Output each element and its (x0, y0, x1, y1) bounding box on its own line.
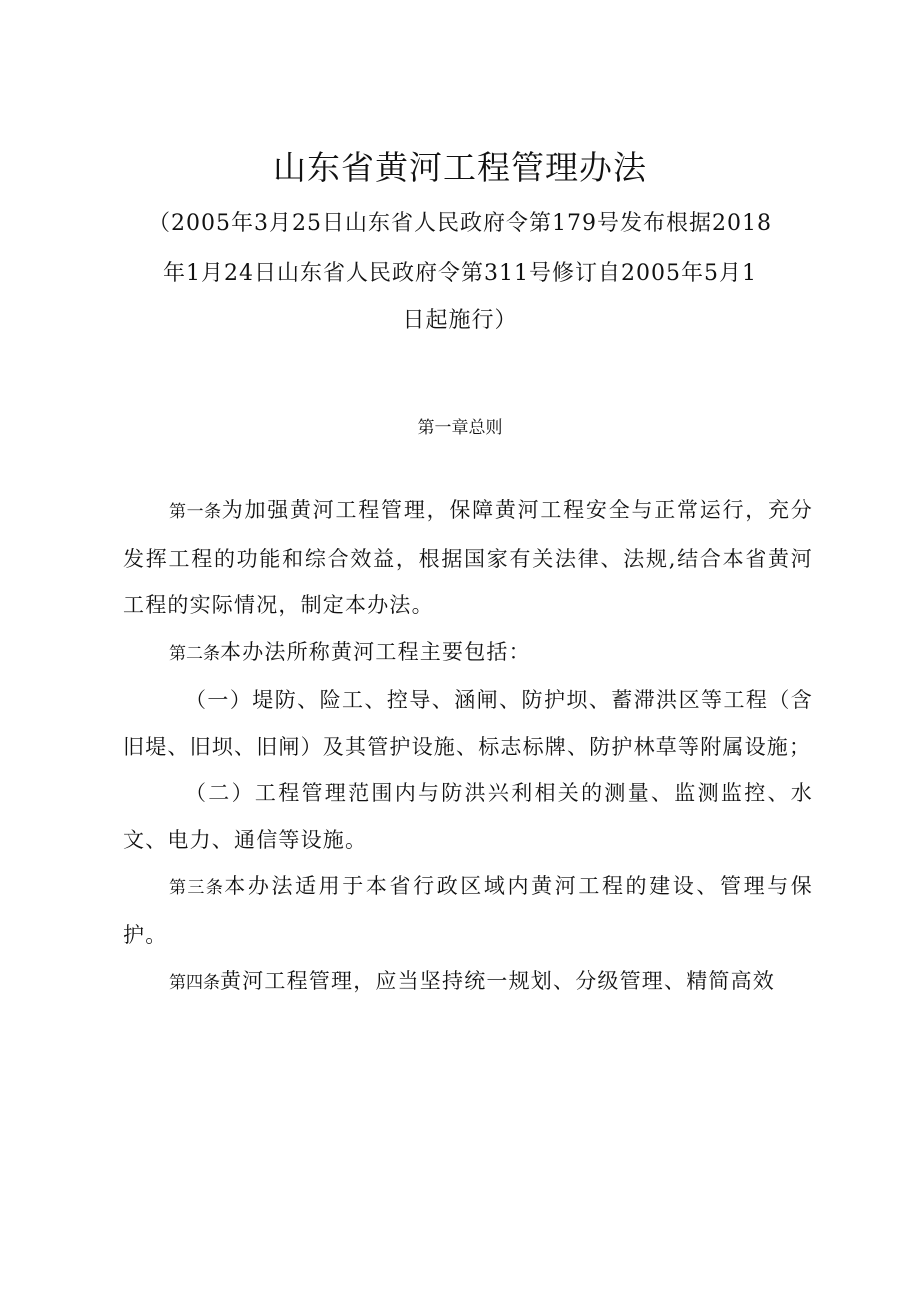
article-text: 本办法适用于本省行政区域内黄河工程的建设、管理与保护。 (123, 874, 814, 947)
article-paragraph (123, 487, 813, 629)
article-paragraph (123, 863, 813, 958)
article-text: 黄河工程管理，应当坚持统一规划、分级管理、精简高效 (220, 969, 775, 993)
article-number: 第二条 (169, 643, 220, 664)
article-number: 第三条 (169, 878, 225, 898)
list-item-text: （一）堤防、险工、控导、涵闸、防护坝、蓄滞洪区等工程（含旧堤、旧坝、旧闸）及其管护设施、标志标牌、防护林草等附属设施； (123, 688, 813, 759)
article-text: 为加强黄河工程管理，保障黄河工程安全与正常运行，充分发挥工程的功能和综合效益，根据国家有关法律、法规,结合本省黄河工程的实际情况，制定本办法。 (123, 498, 814, 617)
subtitle-line-1: （2005年3月25日山东省人民政府令第179号发布根据2018 (148, 211, 772, 236)
article-text: 本办法所称黄河工程主要包括： (220, 639, 531, 664)
article-number: 第一条 (169, 502, 222, 522)
chapter-heading: 第一章总则 (417, 418, 503, 438)
subtitle-line-3: 日起施行） (402, 308, 518, 333)
article-number: 第四条 (169, 973, 220, 993)
list-item-text: （二）工程管理范围内与防洪兴利相关的测量、监测监控、水文、电力、通信等设施。 (123, 781, 813, 852)
document-body (123, 487, 813, 1007)
article-paragraph (123, 629, 813, 678)
article-paragraph (123, 958, 813, 1007)
list-item-paragraph (123, 770, 813, 863)
document-title: 山东省黄河工程管理办法 (273, 148, 647, 187)
list-item-paragraph (123, 677, 813, 770)
subtitle-line-2: 年1月24日山东省人民政府令第311号修订自2005年5月1 (163, 261, 757, 286)
